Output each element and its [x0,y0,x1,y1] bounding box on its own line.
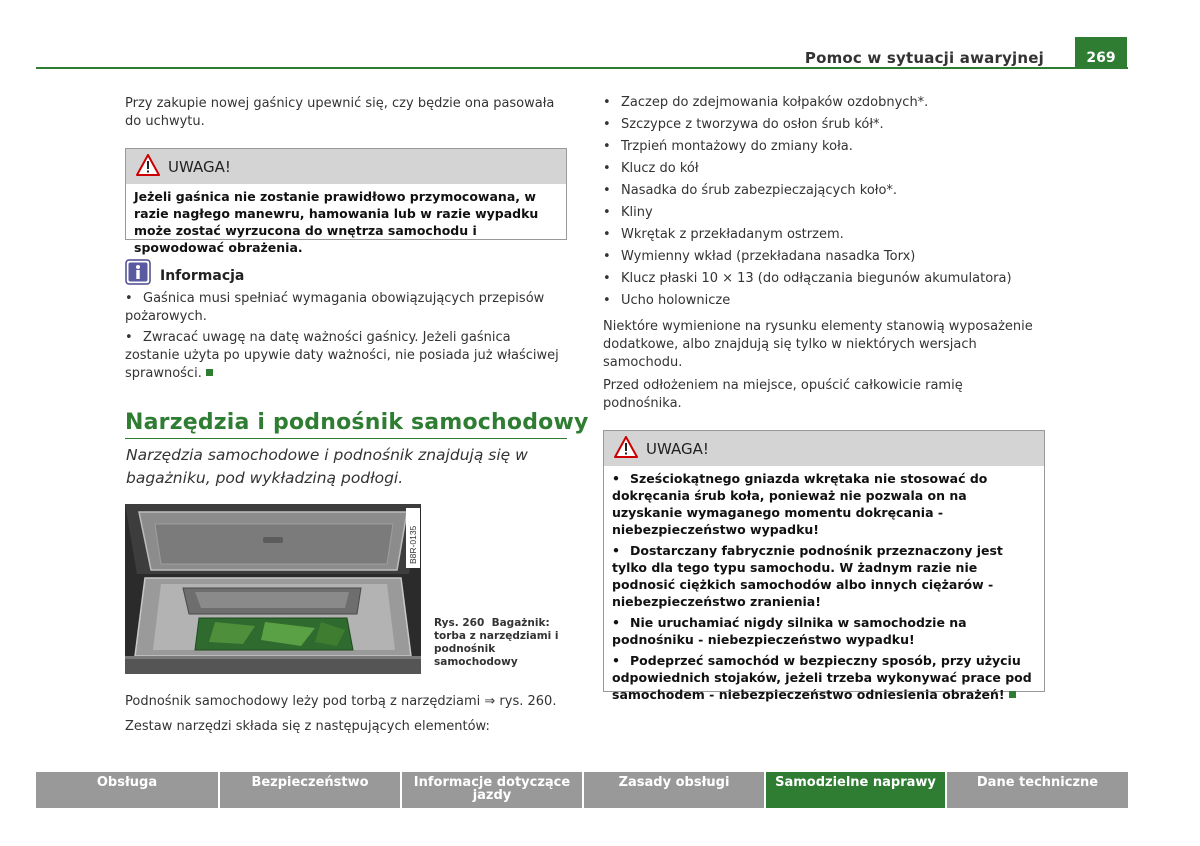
bullet: • [603,271,611,286]
figure-caption-text: Bagażnik: torba z narzędziami i podnośnik samochodowy [434,617,559,668]
tab-informacje-dotyczace-jazdy[interactable]: Informacje dotyczące jazdy [402,772,584,808]
warning-item [612,470,1036,538]
section-title: Narzędzia i podnośnik samochodowy [125,410,589,435]
warning-box-extinguisher [125,148,567,255]
tool-list [603,92,1043,312]
bullet: • [603,95,611,110]
figure-code-text: B8R-0135 [408,525,418,564]
list-item [603,158,1043,180]
bullet: • [603,139,611,154]
tool-item-text: Zaczep do zdejmowania kołpaków ozdobnych*. [621,95,929,110]
section-intro: Narzędzia samochodowe i podnośnik znajdują się w bagażniku, pod wykładziną podłogi. [126,446,528,487]
tool-item-text: Wkrętak z przekładanym ostrzem. [621,227,844,242]
tool-item-text: Klucz płaski 10 × 13 (do odłączania biegunów akumulatora) [621,271,1012,286]
bullet: • [125,330,133,345]
warning-item-text: Nie uruchamiać nigdy silnika w samochodzie na podnośniku - niebezpieczeństwo wypadku! [612,615,967,647]
tab-dane-techniczne[interactable]: Dane techniczne [947,772,1128,808]
warning-item-text: Podeprzeć samochód w bezpieczny sposób, przy użyciu odpowiednich stojaków, jeżeli trzeba wykonywać prace pod samochodem - niebezpieczeństwo odniesienia obrażeń! [612,653,1032,702]
warning-text: Jeżeli gaśnica nie zostanie prawidłowo przymocowana, w razie nagłego manewru, hamowania lub w razie wypadku może zostać wyrzucona do wnętrza samochodu i spowodować obrażenia. [134,189,539,255]
warning-list [604,466,1044,707]
list-item [603,224,1043,246]
tool-item-text: Nasadka do śrub zabezpieczających koło*. [621,183,898,198]
intro-paragraph: Przy zakupie nowej gaśnicy upewnić się, czy będzie ona pasowała do uchwytu. [125,96,555,129]
page-number: 269 [1075,37,1127,69]
trunk-figure [125,504,421,674]
bullet: • [612,471,620,486]
right-paragraph-2: Przed odłożeniem na miejsce, opuścić całkowicie ramię podnośnika. [603,378,963,411]
warning-item-text: Sześciokątnego gniazda wkrętaka nie stosować do dokręcania śrub koła, ponieważ nie pozwala on na uzyskanie wymaganego momentu dokręcania - niebezpieczeństwo wypadku! [612,471,988,537]
info-item-text: Gaśnica musi spełniać wymagania obowiązujących przepisów pożarowych. [125,291,545,324]
info-item-2 [125,329,565,383]
chapter-nav [36,772,1128,808]
header-rule [36,67,1128,69]
warning-item [612,542,1036,610]
tool-item-text: Trzpień montażowy do zmiany koła. [621,139,853,154]
tool-item-text: Klucz do kół [621,161,699,176]
warning-title: UWAGA! [646,440,709,458]
info-title: Informacja [160,268,245,284]
tool-item-text: Wymienny wkład (przekładana nasadka Torx) [621,249,916,264]
list-item [603,136,1043,158]
after-figure-paragraph-2: Zestaw narzędzi składa się z następujących elementów: [125,719,490,734]
bullet: • [125,291,133,306]
bullet: • [612,615,620,630]
after-figure-paragraph-1: Podnośnik samochodowy leży pod torbą z narzędziami ⇒ rys. 260. [125,694,557,709]
list-item [603,246,1043,268]
warning-triangle-icon [136,154,160,176]
list-item [603,92,1043,114]
warning-item [612,614,1036,648]
bullet: • [603,249,611,264]
info-item-1 [125,290,565,326]
tab-bezpieczenstwo[interactable]: Bezpieczeństwo [220,772,402,808]
warning-triangle-icon [614,436,638,458]
tab-obsluga[interactable]: Obsługa [36,772,220,808]
section-rule [125,438,567,439]
warning-item-text: Dostarczany fabrycznie podnośnik przeznaczony jest tylko dla tego typu samochodu. W żadnym razie nie podnosić ciężkich samochodów albo innych ciężarów - niebezpieczeństwo zranienia! [612,543,1003,609]
bullet: • [603,205,611,220]
list-item [603,202,1043,224]
warning-box-jack [603,430,1045,702]
right-paragraph-1: Niektóre wymienione na rysunku elementy stanowią wyposażenie dodatkowe, albo znajdują się tylko w niektórych wersjach samochodu. [603,319,1033,370]
tab-samodzielne-naprawy[interactable]: Samodzielne naprawy [766,772,947,808]
figure-caption [434,617,562,669]
tool-item-text: Ucho holownicze [621,293,731,308]
warning-item [612,652,1036,703]
list-item [603,268,1043,290]
list-item [603,180,1043,202]
tool-item-text: Szczypce z tworzywa do osłon śrub kół*. [621,117,884,132]
list-item [603,290,1043,312]
figure-caption-number: Rys. 260 [434,617,485,629]
info-item-text: Zwracać uwagę na datę ważności gaśnicy. Jeżeli gaśnica zostanie użyta po upywie daty ważności, nie posiada już właściwej sprawności. [125,330,559,381]
figure-code-label [406,508,420,568]
warning-title: UWAGA! [168,158,231,176]
bullet: • [612,653,620,668]
bullet: • [603,183,611,198]
bullet: • [603,117,611,132]
warning-header [126,149,566,184]
bullet: • [612,543,620,558]
bullet: • [603,227,611,242]
end-marker-icon [1009,691,1016,698]
warning-header [604,431,1044,466]
tool-item-text: Kliny [621,205,653,220]
bullet: • [603,161,611,176]
bullet: • [603,293,611,308]
info-icon [125,259,151,285]
end-marker-icon [206,369,213,376]
tab-zasady-obslugi[interactable]: Zasady obsługi [584,772,766,808]
running-header-title: Pomoc w sytuacji awaryjnej [804,49,1044,67]
list-item [603,114,1043,136]
